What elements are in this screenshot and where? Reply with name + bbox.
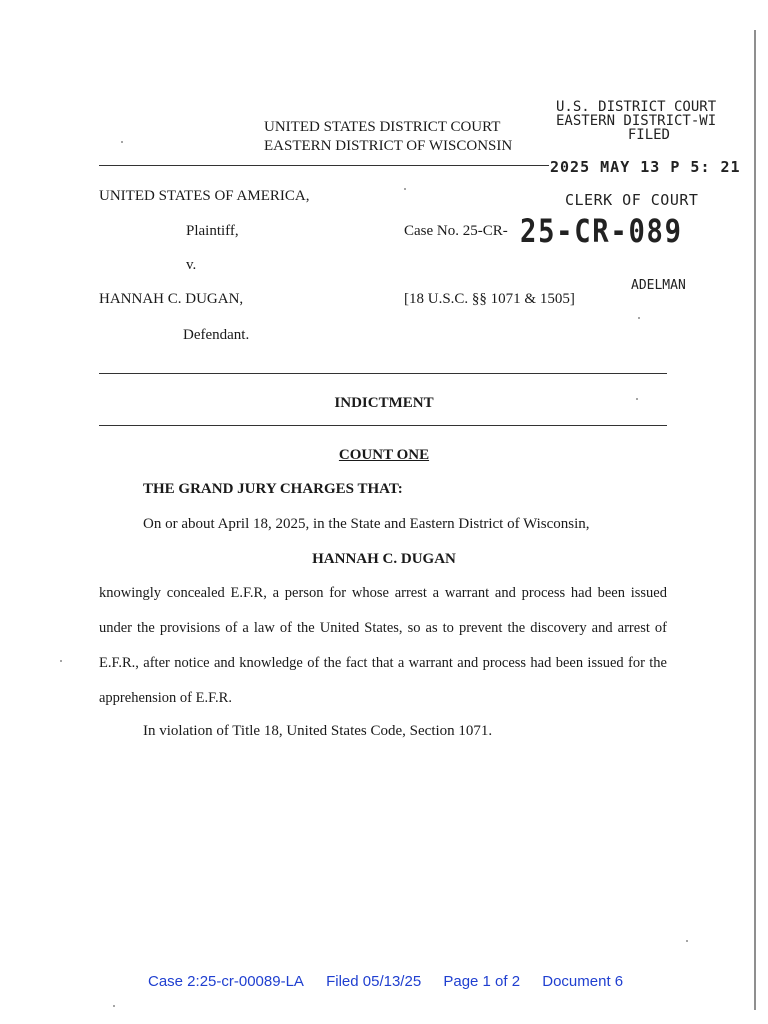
- footer-filed: Filed 05/13/25: [326, 973, 422, 990]
- judge-stamp: ADELMAN: [631, 278, 686, 293]
- grand-jury-charges: THE GRAND JURY CHARGES THAT:: [143, 481, 403, 497]
- document-title: INDICTMENT: [334, 395, 434, 411]
- footer-page: Page 1 of 2: [443, 973, 521, 990]
- clerk-of-court: CLERK OF COURT: [565, 191, 699, 209]
- court-name: UNITED STATES DISTRICT COURT: [264, 119, 501, 135]
- case-number-stamp: 25-CR-089: [520, 212, 683, 250]
- scan-speck: [404, 188, 406, 190]
- footer-document: Document 6: [542, 973, 624, 990]
- violation-line: In violation of Title 18, United States Code, Section 1071.: [143, 723, 493, 739]
- scan-speck: [113, 1005, 115, 1007]
- court-heading: [264, 118, 512, 156]
- scan-speck: [60, 660, 62, 662]
- scan-speck: [638, 317, 640, 319]
- defendant-heading: HANNAH C. DUGAN: [312, 551, 456, 567]
- scan-speck: [636, 398, 638, 400]
- filed-stamp: [556, 99, 717, 143]
- stamp-district: EASTERN DISTRICT-WI: [556, 113, 717, 129]
- statutes: [18 U.S.C. §§ 1071 & 1505]: [404, 291, 575, 307]
- footer-case: Case 2:25-cr-00089-LA: [148, 973, 304, 990]
- scan-speck: [686, 940, 688, 942]
- scan-edge-line: [754, 30, 756, 1010]
- plaintiff-name: UNITED STATES OF AMERICA,: [99, 188, 310, 204]
- stamp-date: 2025 MAY 13 P 5: 21: [550, 158, 741, 176]
- caption-rule-top: [99, 373, 667, 374]
- charge-paragraph: knowingly concealed E.F.R, a person for whose arrest a warrant and process had been issued under the provisions of a law of the United States, so as to prevent the discovery and arrest of E.F.R., after notice and knowledge of the fact that a warrant and process had been issued for the apprehension of E.F.R.: [99, 585, 667, 706]
- defendant-role: Defendant.: [183, 327, 250, 343]
- count-heading: COUNT ONE: [338, 447, 430, 463]
- court-district: EASTERN DISTRICT OF WISCONSIN: [264, 138, 513, 154]
- filing-footer: [148, 973, 641, 990]
- plaintiff-role: Plaintiff,: [186, 223, 239, 239]
- versus: v.: [186, 257, 197, 273]
- defendant-name: HANNAH C. DUGAN,: [99, 291, 244, 307]
- stamp-filed: FILED: [627, 127, 670, 143]
- stamp-court: U.S. DISTRICT COURT: [556, 99, 717, 115]
- heading-rule: [99, 165, 549, 166]
- scan-speck: [121, 141, 123, 143]
- caption-rule-bottom: [99, 425, 667, 426]
- case-number-label: Case No. 25-CR-: [404, 223, 508, 239]
- intro-line: On or about April 18, 2025, in the State and Eastern District of Wisconsin,: [143, 516, 590, 532]
